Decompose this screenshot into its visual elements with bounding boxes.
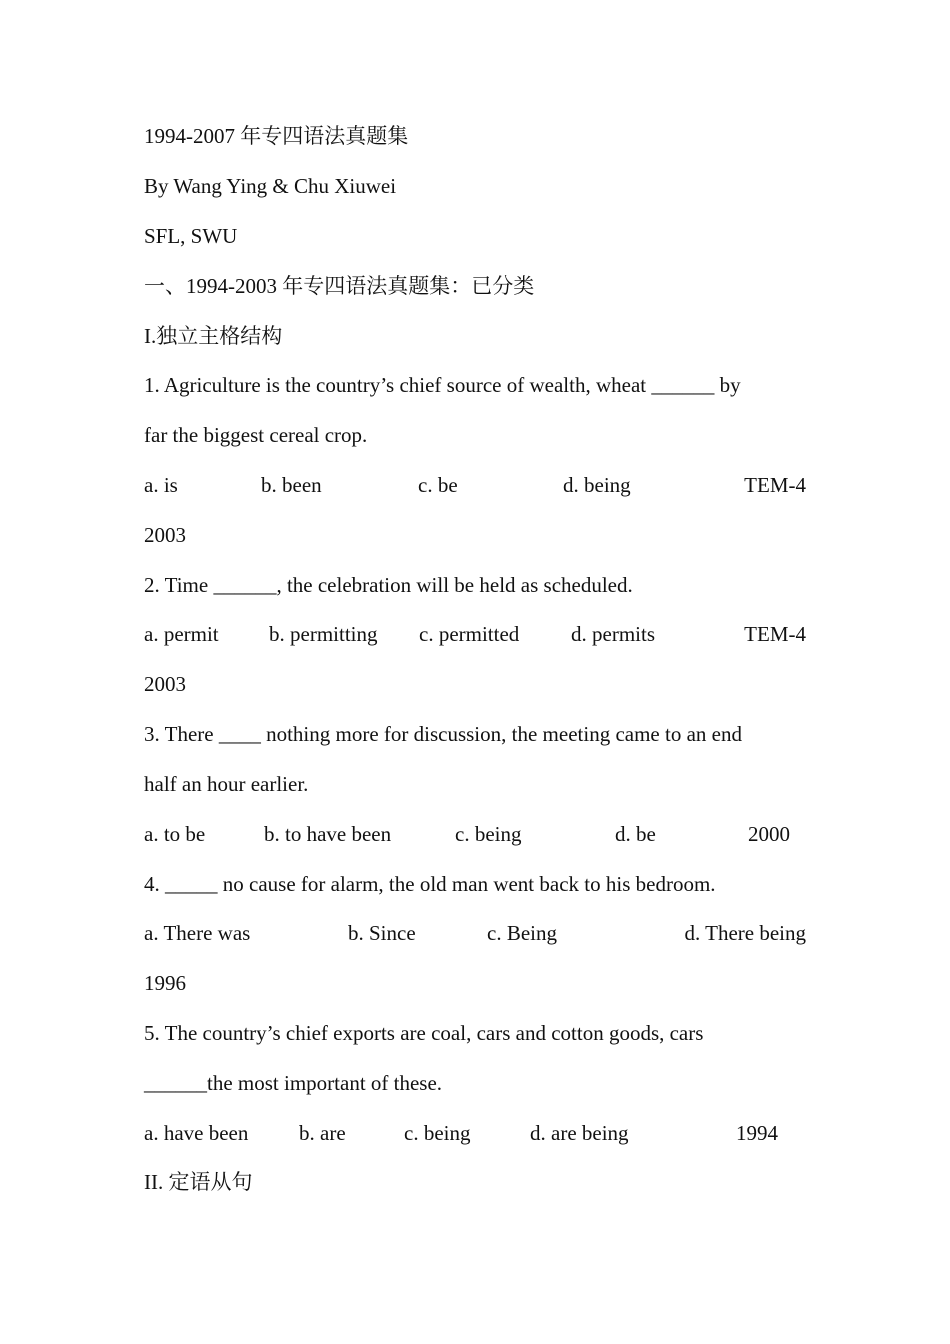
option-a: a. There was [144, 921, 251, 945]
question-1-stem: 1. Agriculture is the country’s chief source of wealth, wheat ______ by [144, 373, 741, 397]
option-b: b. are [299, 1121, 346, 1145]
question-4-stem: 4. _____ no cause for alarm, the old man went back to his bedroom. [144, 872, 716, 896]
option-c: c. be [418, 473, 458, 497]
option-a: a. to be [144, 822, 206, 846]
option-d: d. are being [530, 1121, 629, 1145]
document-title: 1994-2007 年专四语法真题集 [144, 124, 409, 148]
question-3-stem-continued: half an hour earlier. [144, 772, 309, 796]
question-5-stem: 5. The country’s chief exports are coal, cars and cotton goods, cars [144, 1021, 704, 1045]
option-a: a. is [144, 473, 178, 497]
option-d: d. being [563, 473, 631, 497]
option-c: c. being [455, 822, 522, 846]
question-1-year: 2003 [144, 523, 186, 547]
question-5-stem-continued: ______the most important of these. [144, 1071, 443, 1095]
question-1-options [144, 473, 806, 497]
question-3-stem: 3. There ____ nothing more for discussion, the meeting came to an end [144, 722, 742, 746]
question-2-year: 2003 [144, 672, 186, 696]
option-b: b. permitting [269, 622, 378, 646]
question-4-year: 1996 [144, 971, 186, 995]
question-2-options [144, 622, 806, 646]
option-c: c. being [404, 1121, 471, 1145]
option-d: d. permits [571, 622, 655, 646]
option-b: b. to have been [264, 822, 392, 846]
part-heading-attributive-clause: II. 定语从句 [144, 1170, 253, 1194]
question-1-stem-continued: far the biggest cereal crop. [144, 423, 368, 447]
option-b: b. Since [348, 921, 416, 945]
section-heading: 一、1994-2003 年专四语法真题集：已分类 [144, 274, 535, 298]
question-year: 2000 [748, 822, 790, 846]
authors-line: By Wang Ying & Chu Xiuwei [144, 174, 397, 198]
question-2-stem: 2. Time ______, the celebration will be held as scheduled. [144, 573, 633, 597]
option-d: d. There being [684, 921, 806, 945]
question-source: TEM-4 [744, 622, 806, 646]
option-a: a. have been [144, 1121, 249, 1145]
part-heading-absolute-construction: I.独立主格结构 [144, 324, 283, 348]
option-b: b. been [261, 473, 322, 497]
question-5-options [144, 1121, 806, 1145]
question-3-options [144, 822, 806, 846]
question-year: 1994 [736, 1121, 778, 1145]
option-c: c. permitted [419, 622, 520, 646]
option-a: a. permit [144, 622, 219, 646]
question-source: TEM-4 [744, 473, 806, 497]
option-c: c. Being [487, 921, 557, 945]
affiliation-line: SFL, SWU [144, 224, 238, 248]
option-d: d. be [615, 822, 656, 846]
question-4-options [144, 921, 806, 945]
